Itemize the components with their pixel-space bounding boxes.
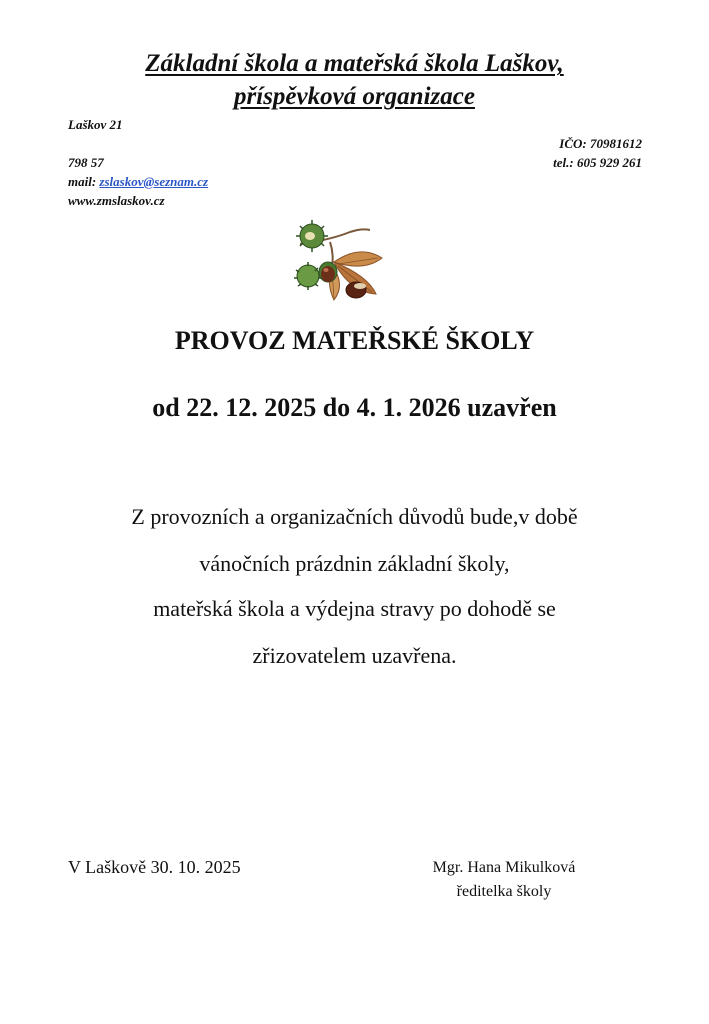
address-zip: 798 57 bbox=[68, 155, 104, 170]
notice-title: PROVOZ MATEŘSKÉ ŠKOLY bbox=[174, 326, 535, 355]
address-street: Laškov 21 bbox=[68, 117, 123, 132]
notice-date-range: od 22. 12. 2025 do 4. 1. 2026 uzavřen bbox=[152, 393, 557, 422]
body-line-1: Z provozních a organizačních důvodů bude,v době bbox=[131, 504, 578, 529]
signer-name: Mgr. Hana Mikulková bbox=[432, 859, 576, 876]
body-line-2: vánočních prázdnin základní školy, bbox=[199, 551, 510, 576]
place-date: V Laškově 30. 10. 2025 bbox=[68, 857, 241, 877]
body-line-3: mateřská škola a výdejna stravy po dohodě se bbox=[153, 596, 556, 621]
signer-role: ředitelka školy bbox=[456, 883, 552, 900]
mail-label: mail: bbox=[68, 174, 100, 189]
ico-number: IČO: 70981612 bbox=[559, 136, 642, 151]
school-name-line2: příspěvková organizace bbox=[234, 83, 475, 110]
mail-row bbox=[68, 174, 208, 190]
email-link[interactable]: zslaskov@seznam.cz bbox=[99, 174, 209, 189]
body-line-4: zřizovatelem uzavřena. bbox=[252, 643, 457, 668]
phone-number: tel.: 605 929 261 bbox=[553, 155, 642, 170]
school-name-line1: Základní škola a mateřská škola Laškov, bbox=[145, 50, 564, 77]
chestnut-branch-icon bbox=[290, 214, 386, 304]
website: www.zmslaskov.cz bbox=[68, 193, 165, 208]
